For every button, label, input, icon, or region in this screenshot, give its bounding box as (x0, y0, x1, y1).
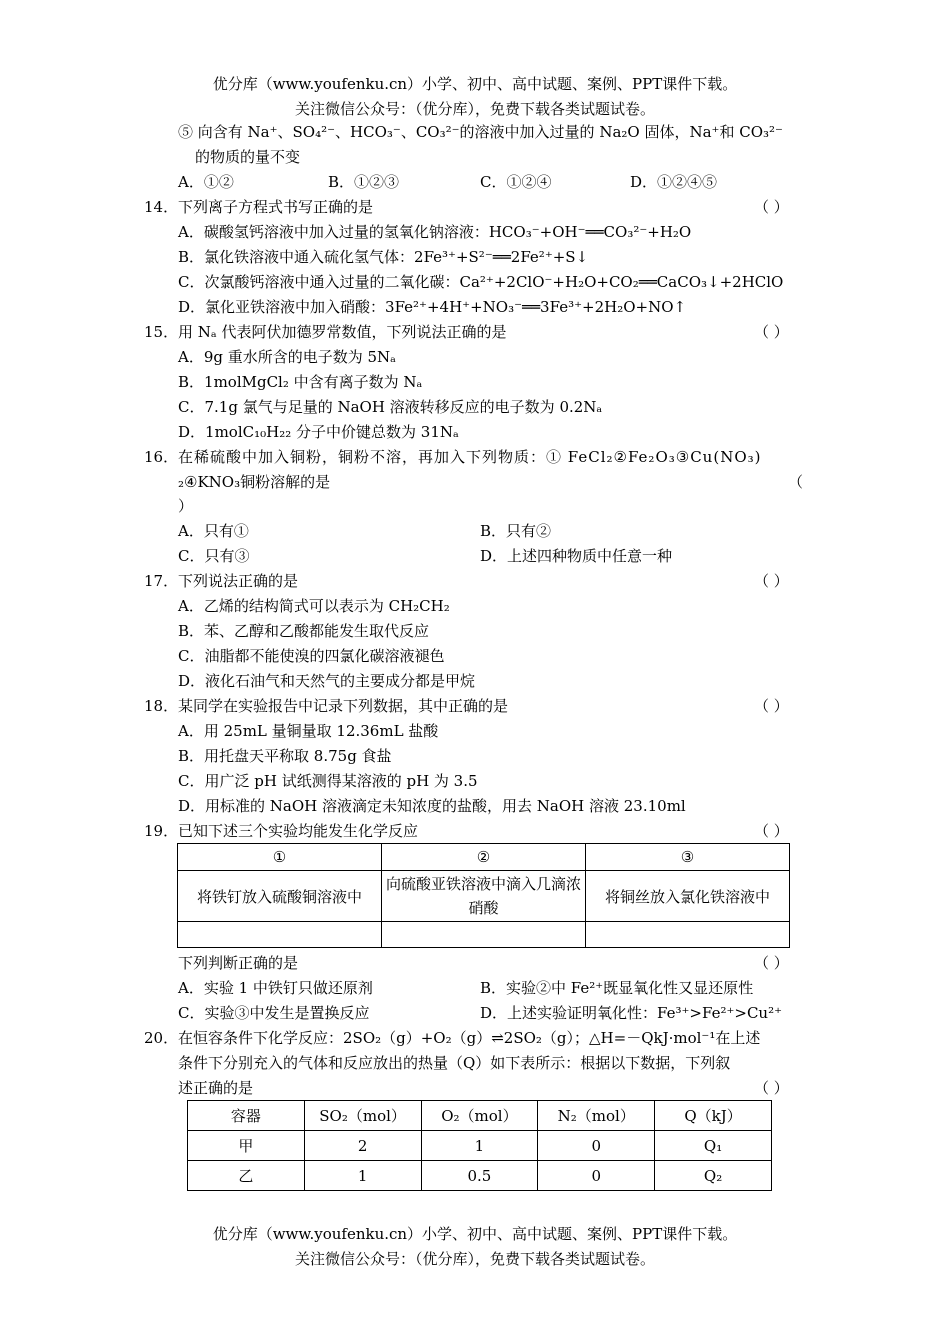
q14-stem: 下列离子方程式书写正确的是 (178, 198, 374, 216)
q20-stem-line3: 述正确的是 (178, 1079, 254, 1097)
q19-answer-paren: （ ） (754, 822, 789, 840)
q19-table-cell: 将铜丝放入氯化铁溶液中 (586, 871, 790, 922)
q20-table-cell: 1 (304, 1161, 421, 1191)
q20-table-cell: 1 (421, 1131, 538, 1161)
q15-option-a: A．9g 重水所含的电子数为 5Nₐ (178, 348, 396, 366)
q13-option-d: D．①②④⑤ (630, 173, 718, 191)
q19-stem: 已知下述三个实验均能发生化学反应 (178, 822, 419, 840)
q19-table-cell (586, 922, 790, 948)
q14-option-c: C．次氯酸钙溶液中通入过量的二氧化碳：Ca²⁺+2ClO⁻+H₂O+CO₂══CaCO₃↓+2HClO (178, 273, 784, 291)
q14-option-b: B．氯化铁溶液中通入硫化氢气体：2Fe³⁺+S²⁻══2Fe²⁺+S↓ (178, 248, 589, 266)
q18-stem: 某同学在实验报告中记录下列数据，其中正确的是 (178, 697, 509, 715)
q20-number: 20． (144, 1029, 179, 1047)
q18-option-a: A．用 25mL 量铜量取 12.36mL 盐酸 (178, 722, 439, 740)
q16-number: 16． (144, 448, 179, 466)
q17-number: 17． (144, 572, 179, 590)
q16-paren-open: （ (788, 473, 804, 491)
q20-table-cell: 甲 (188, 1131, 305, 1161)
q15-number: 15． (144, 323, 179, 341)
q19-table-header: ③ (586, 844, 790, 871)
q19-table-header: ② (382, 844, 586, 871)
table-row (188, 1161, 772, 1191)
q20-stem-line2: 条件下分别充入的气体和反应放出的热量（Q）如下表所示：根据以下数据，下列叙 (178, 1054, 731, 1072)
q19-experiment-table (177, 843, 790, 948)
q18-option-c: C．用广泛 pH 试纸测得某溶液的 pH 为 3.5 (178, 772, 478, 790)
header-line-1: 优分库（www.youfenku.cn）小学、初中、高中试题、案例、PPT课件下载。 (212, 75, 738, 93)
q20-table-header: SO₂（mol） (304, 1101, 421, 1131)
q15-stem: 用 Nₐ 代表阿伏加德罗常数值，下列说法正确的是 (178, 323, 507, 341)
q16-option-d: D．上述四种物质中任意一种 (480, 547, 673, 565)
q20-table-header: Q（kJ） (655, 1101, 772, 1131)
q20-table-cell: 2 (304, 1131, 421, 1161)
q15-answer-paren: （ ） (754, 323, 789, 341)
q19-table-cell: 将铁钉放入硫酸铜溶液中 (178, 871, 382, 922)
q16-stem-line2: ₂④KNO₃铜粉溶解的是 (178, 473, 331, 491)
q14-option-d: D．氯化亚铁溶液中加入硝酸：3Fe²⁺+4H⁺+NO₃⁻══3Fe³⁺+2H₂O+NO↑ (178, 298, 687, 316)
footer-line-2: 关注微信公众号：（优分库），免费下载各类试题试卷。 (294, 1250, 655, 1268)
q20-table-cell: 乙 (188, 1161, 305, 1191)
q14-option-a: A．碳酸氢钙溶液中加入过量的氢氧化钠溶液：HCO₃⁻+OH⁻══CO₃²⁻+H₂O (178, 223, 692, 241)
header-line-2: 关注微信公众号：（优分库），免费下载各类试题试卷。 (294, 100, 655, 118)
q15-option-c: C．7.1g 氯气与足量的 NaOH 溶液转移反应的电子数为 0.2Nₐ (178, 398, 603, 416)
q16-paren-close: ） (178, 497, 194, 515)
q19-judge-paren: （ ） (754, 954, 789, 972)
q19-option-c: C．实验③中发生是置换反应 (178, 1004, 370, 1022)
q20-table-cell: 0.5 (421, 1161, 538, 1191)
q20-table-header: O₂（mol） (421, 1101, 538, 1131)
q18-option-d: D．用标准的 NaOH 溶液滴定未知浓度的盐酸，用去 NaOH 溶液 23.10ml (178, 797, 686, 815)
q14-number: 14． (144, 198, 179, 216)
q18-option-b: B．用托盘天平称取 8.75g 食盐 (178, 747, 392, 765)
q20-table-header: N₂（mol） (538, 1101, 655, 1131)
q20-answer-paren: （ ） (754, 1079, 789, 1097)
q17-option-c: C．油脂都不能使溴的四氯化碳溶液褪色 (178, 647, 445, 665)
footer-line-1: 优分库（www.youfenku.cn）小学、初中、高中试题、案例、PPT课件下载。 (212, 1225, 738, 1243)
q18-answer-paren: （ ） (754, 697, 789, 715)
q20-table-header: 容器 (188, 1101, 305, 1131)
q18-number: 18． (144, 697, 179, 715)
q19-table-cell (382, 922, 586, 948)
q16-option-a: A．只有① (178, 522, 249, 540)
q19-number: 19． (144, 822, 179, 840)
q13-option-c: C．①②④ (480, 173, 552, 191)
q15-option-b: B．1molMgCl₂ 中含有离子数为 Nₐ (178, 373, 423, 391)
q20-table-cell: Q₁ (655, 1131, 772, 1161)
q20-table-cell: 0 (538, 1131, 655, 1161)
q20-table-cell: Q₂ (655, 1161, 772, 1191)
q17-option-d: D．液化石油气和天然气的主要成分都是甲烷 (178, 672, 476, 690)
q19-table-header: ① (178, 844, 382, 871)
q17-option-b: B．苯、乙醇和乙酸都能发生取代反应 (178, 622, 430, 640)
q19-option-a: A．实验 1 中铁钉只做还原剂 (178, 979, 373, 997)
q19-table-cell (178, 922, 382, 948)
table-row (188, 1131, 772, 1161)
q13-option-b: B．①②③ (328, 173, 400, 191)
q14-answer-paren: （ ） (754, 198, 789, 216)
q17-answer-paren: （ ） (754, 572, 789, 590)
q17-stem: 下列说法正确的是 (178, 572, 299, 590)
q19-option-d: D．上述实验证明氧化性：Fe³⁺>Fe²⁺>Cu²⁺ (480, 1004, 783, 1022)
q17-option-a: A．乙烯的结构简式可以表示为 CH₂CH₂ (178, 597, 450, 615)
q16-stem-line1: 在稀硫酸中加入铜粉，铜粉不溶，再加入下列物质：① FeCl₂②Fe₂O₃③Cu(NO₃) (178, 448, 762, 466)
q20-data-table (187, 1100, 772, 1191)
q19-table-cell: 向硫酸亚铁溶液中滴入几滴浓硝酸 (382, 871, 586, 922)
q20-stem-line1: 在恒容条件下化学反应：2SO₂（g）+O₂（g）⇌2SO₂（g）；△H=－QkJ·mol⁻¹在上述 (178, 1029, 761, 1047)
q19-option-b: B．实验②中 Fe²⁺既显氧化性又显还原性 (480, 979, 754, 997)
q13-option-a: A．①② (178, 173, 234, 191)
q13-item5-line2: 的物质的量不变 (195, 148, 301, 166)
q16-option-b: B．只有② (480, 522, 552, 540)
q20-table-cell: 0 (538, 1161, 655, 1191)
q19-judge-text: 下列判断正确的是 (178, 954, 299, 972)
q16-option-c: C．只有③ (178, 547, 250, 565)
q13-item5-line1: ⑤ 向含有 Na⁺、SO₄²⁻、HCO₃⁻、CO₃²⁻的溶液中加入过量的 Na₂O 固体，Na⁺和 CO₃²⁻ (178, 123, 783, 141)
q15-option-d: D．1molC₁₀H₂₂ 分子中价键总数为 31Nₐ (178, 423, 459, 441)
